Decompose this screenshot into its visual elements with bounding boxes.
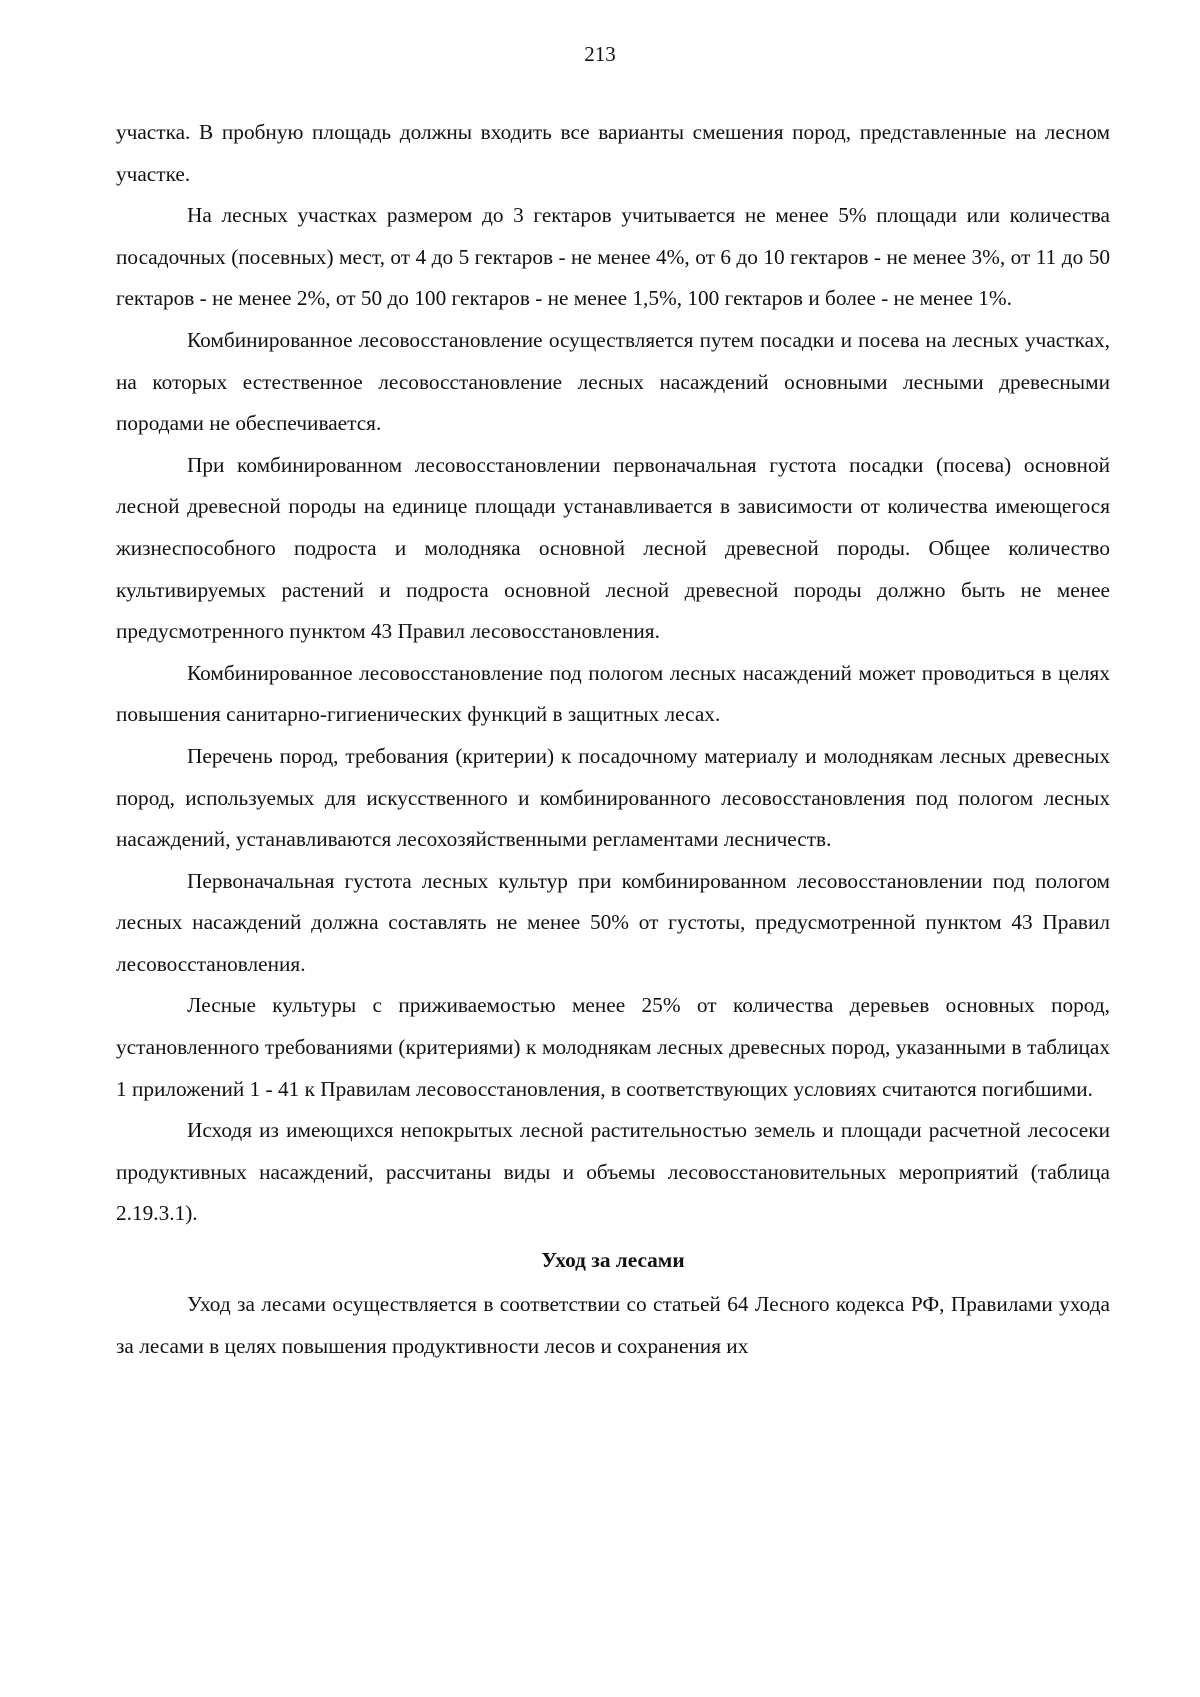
paragraph: Перечень пород, требования (критерии) к посадочному материалу и молоднякам лесных древесных пород, используемых для искусственного и комбинированного лесовосстановления под пологом лесных насаждений, устанавливаются лесохозяйственными регламентами лесничеств.	[116, 743, 1110, 852]
page-number: 213	[584, 42, 616, 66]
paragraph: На лесных участках размером до 3 гектаров учитывается не менее 5% площади или количества посадочных (посевных) мест, от 4 до 5 гектаров - не менее 4%, от 6 до 10 гектаров - не менее 3%, от 11 до 50 гектаров - не менее 2%, от 50 до 100 гектаров - не менее 1,5%, 100 гектаров и более - не менее 1%.	[116, 203, 1110, 311]
document-body	[116, 112, 1110, 1367]
paragraph: Исходя из имеющихся непокрытых лесной растительностью земель и площади расчетной лесосеки продуктивных насаждений, рассчитаны виды и объемы лесовосстановительных мероприятий (таблица 2.19.3.1).	[116, 1118, 1110, 1226]
paragraph: Комбинированное лесовосстановление осуществляется путем посадки и посева на лесных участках, на которых естественное лесовосстановление лесных насаждений основными лесными древесными породами не обеспечивается.	[116, 327, 1110, 436]
paragraph: При комбинированном лесовосстановлении первоначальная густота посадки (посева) основной лесной древесной породы на единице площади устанавливается в зависимости от количества имеющегося жизнеспособного подроста и молодняка основной лесной древесной породы. Общее количество культивируемых растений и подроста основной лесной древесной породы должно быть не менее предусмотренного пунктом 43 Правил лесовосстановления.	[116, 452, 1110, 644]
paragraph: Лесные культуры с приживаемостью менее 25% от количества деревьев основных пород, установленного требованиями (критериями) к молоднякам лесных древесных пород, указанными в таблицах 1 приложений 1 - 41 к Правилам лесовосстановления, в соответствующих условиях считаются погибшими.	[116, 993, 1110, 1101]
paragraph: Уход за лесами осуществляется в соответствии со статьей 64 Лесного кодекса РФ, Правилами ухода за лесами в целях повышения продуктивности лесов и сохранения их	[116, 1292, 1110, 1358]
paragraph: Первоначальная густота лесных культур при комбинированном лесовосстановлении под пологом лесных насаждений должна составлять не менее 50% от густоты, предусмотренной пунктом 43 Правил лесовосстановления.	[116, 868, 1110, 976]
section-heading: Уход за лесами	[541, 1248, 685, 1273]
paragraph: Комбинированное лесовосстановление под пологом лесных насаждений может проводиться в целях повышения санитарно-гигиенических функций в защитных лесах.	[116, 660, 1110, 727]
paragraph: участка. В пробную площадь должны входить все варианты смешения пород, представленные на лесном участке.	[116, 120, 1110, 186]
